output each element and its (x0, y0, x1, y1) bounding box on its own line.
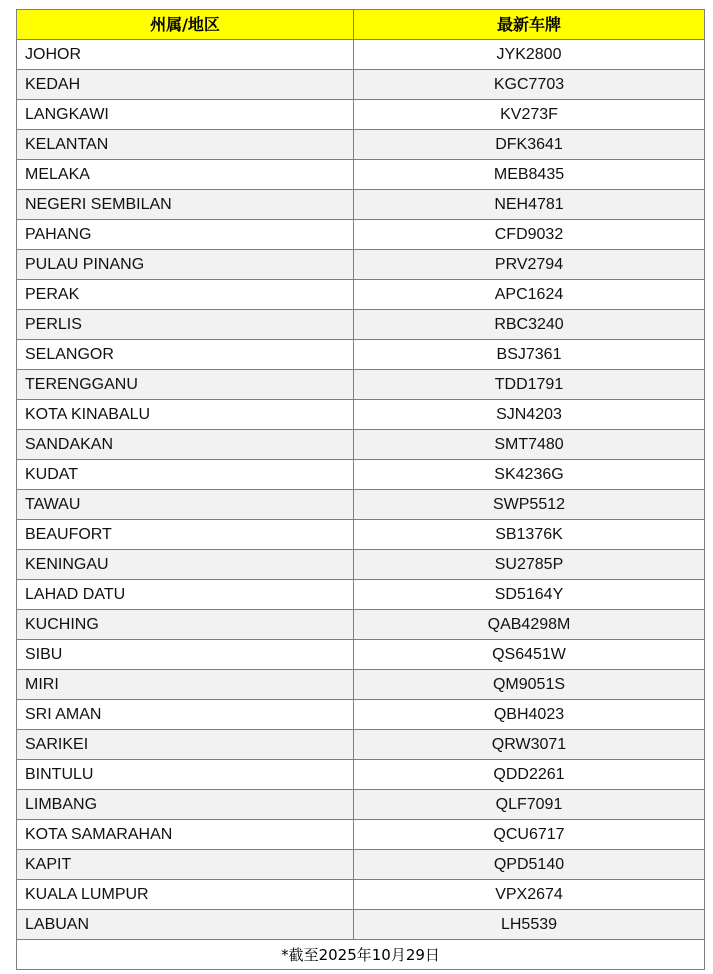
table-row (17, 70, 705, 100)
table-row (17, 700, 705, 730)
plate-cell: SD5164Y (354, 580, 705, 610)
footer-row (17, 940, 705, 970)
table-row (17, 880, 705, 910)
table-footer (17, 940, 705, 970)
plate-cell: PRV2794 (354, 250, 705, 280)
region-cell: KOTA KINABALU (17, 400, 354, 430)
plate-cell: MEB8435 (354, 160, 705, 190)
table-row (17, 40, 705, 70)
plate-cell: SMT7480 (354, 430, 705, 460)
region-cell: PAHANG (17, 220, 354, 250)
region-cell: LIMBANG (17, 790, 354, 820)
table-row (17, 400, 705, 430)
table-row (17, 580, 705, 610)
table-row (17, 100, 705, 130)
table-row (17, 310, 705, 340)
region-cell: BINTULU (17, 760, 354, 790)
region-cell: LAHAD DATU (17, 580, 354, 610)
plate-cell: SJN4203 (354, 400, 705, 430)
plate-table (16, 9, 705, 970)
region-cell: MELAKA (17, 160, 354, 190)
region-cell: SARIKEI (17, 730, 354, 760)
table-row (17, 610, 705, 640)
region-cell: TAWAU (17, 490, 354, 520)
table-row (17, 670, 705, 700)
table-row (17, 340, 705, 370)
region-cell: KELANTAN (17, 130, 354, 160)
region-cell: TERENGGANU (17, 370, 354, 400)
plate-cell: VPX2674 (354, 880, 705, 910)
plate-cell: QRW3071 (354, 730, 705, 760)
region-cell: KEDAH (17, 70, 354, 100)
plate-cell: TDD1791 (354, 370, 705, 400)
table-row (17, 820, 705, 850)
table-row (17, 190, 705, 220)
plate-cell: QBH4023 (354, 700, 705, 730)
region-cell: BEAUFORT (17, 520, 354, 550)
region-cell: SIBU (17, 640, 354, 670)
plate-cell: QLF7091 (354, 790, 705, 820)
plate-column-header: 最新车牌 (354, 10, 705, 40)
plate-cell: NEH4781 (354, 190, 705, 220)
plate-cell: SWP5512 (354, 490, 705, 520)
table-row (17, 850, 705, 880)
plate-cell: LH5539 (354, 910, 705, 940)
plate-cell: RBC3240 (354, 310, 705, 340)
region-cell: PERLIS (17, 310, 354, 340)
region-cell: JOHOR (17, 40, 354, 70)
table-row (17, 550, 705, 580)
region-cell: LABUAN (17, 910, 354, 940)
table-row (17, 430, 705, 460)
region-cell: PULAU PINANG (17, 250, 354, 280)
plate-cell: QPD5140 (354, 850, 705, 880)
table-row (17, 160, 705, 190)
region-cell: PERAK (17, 280, 354, 310)
region-cell: MIRI (17, 670, 354, 700)
region-cell: NEGERI SEMBILAN (17, 190, 354, 220)
table-header (17, 10, 705, 40)
plate-cell: BSJ7361 (354, 340, 705, 370)
plate-cell: SB1376K (354, 520, 705, 550)
table-row (17, 730, 705, 760)
region-cell: SELANGOR (17, 340, 354, 370)
region-cell: KUALA LUMPUR (17, 880, 354, 910)
region-cell: KUDAT (17, 460, 354, 490)
region-cell: KUCHING (17, 610, 354, 640)
plate-cell: KV273F (354, 100, 705, 130)
table-row (17, 760, 705, 790)
table-row (17, 640, 705, 670)
plate-cell: CFD9032 (354, 220, 705, 250)
table-row (17, 910, 705, 940)
plate-cell: QDD2261 (354, 760, 705, 790)
plate-cell: QCU6717 (354, 820, 705, 850)
header-row (17, 10, 705, 40)
region-cell: KENINGAU (17, 550, 354, 580)
region-cell: LANGKAWI (17, 100, 354, 130)
table-row (17, 790, 705, 820)
region-cell: KAPIT (17, 850, 354, 880)
plate-cell: JYK2800 (354, 40, 705, 70)
table-row (17, 460, 705, 490)
region-column-header: 州属/地区 (17, 10, 354, 40)
as-of-date-note: *截至2025年10月29日 (17, 940, 705, 970)
plate-cell: QAB4298M (354, 610, 705, 640)
table-row (17, 490, 705, 520)
region-cell: SANDAKAN (17, 430, 354, 460)
plate-cell: SK4236G (354, 460, 705, 490)
table-body (17, 40, 705, 940)
region-cell: KOTA SAMARAHAN (17, 820, 354, 850)
table-row (17, 130, 705, 160)
plate-cell: KGC7703 (354, 70, 705, 100)
plate-cell: DFK3641 (354, 130, 705, 160)
table-row (17, 280, 705, 310)
table-row (17, 370, 705, 400)
region-cell: SRI AMAN (17, 700, 354, 730)
table-row (17, 250, 705, 280)
plate-cell: SU2785P (354, 550, 705, 580)
table-row (17, 220, 705, 250)
plate-cell: QM9051S (354, 670, 705, 700)
table-row (17, 520, 705, 550)
plate-cell: APC1624 (354, 280, 705, 310)
plate-cell: QS6451W (354, 640, 705, 670)
